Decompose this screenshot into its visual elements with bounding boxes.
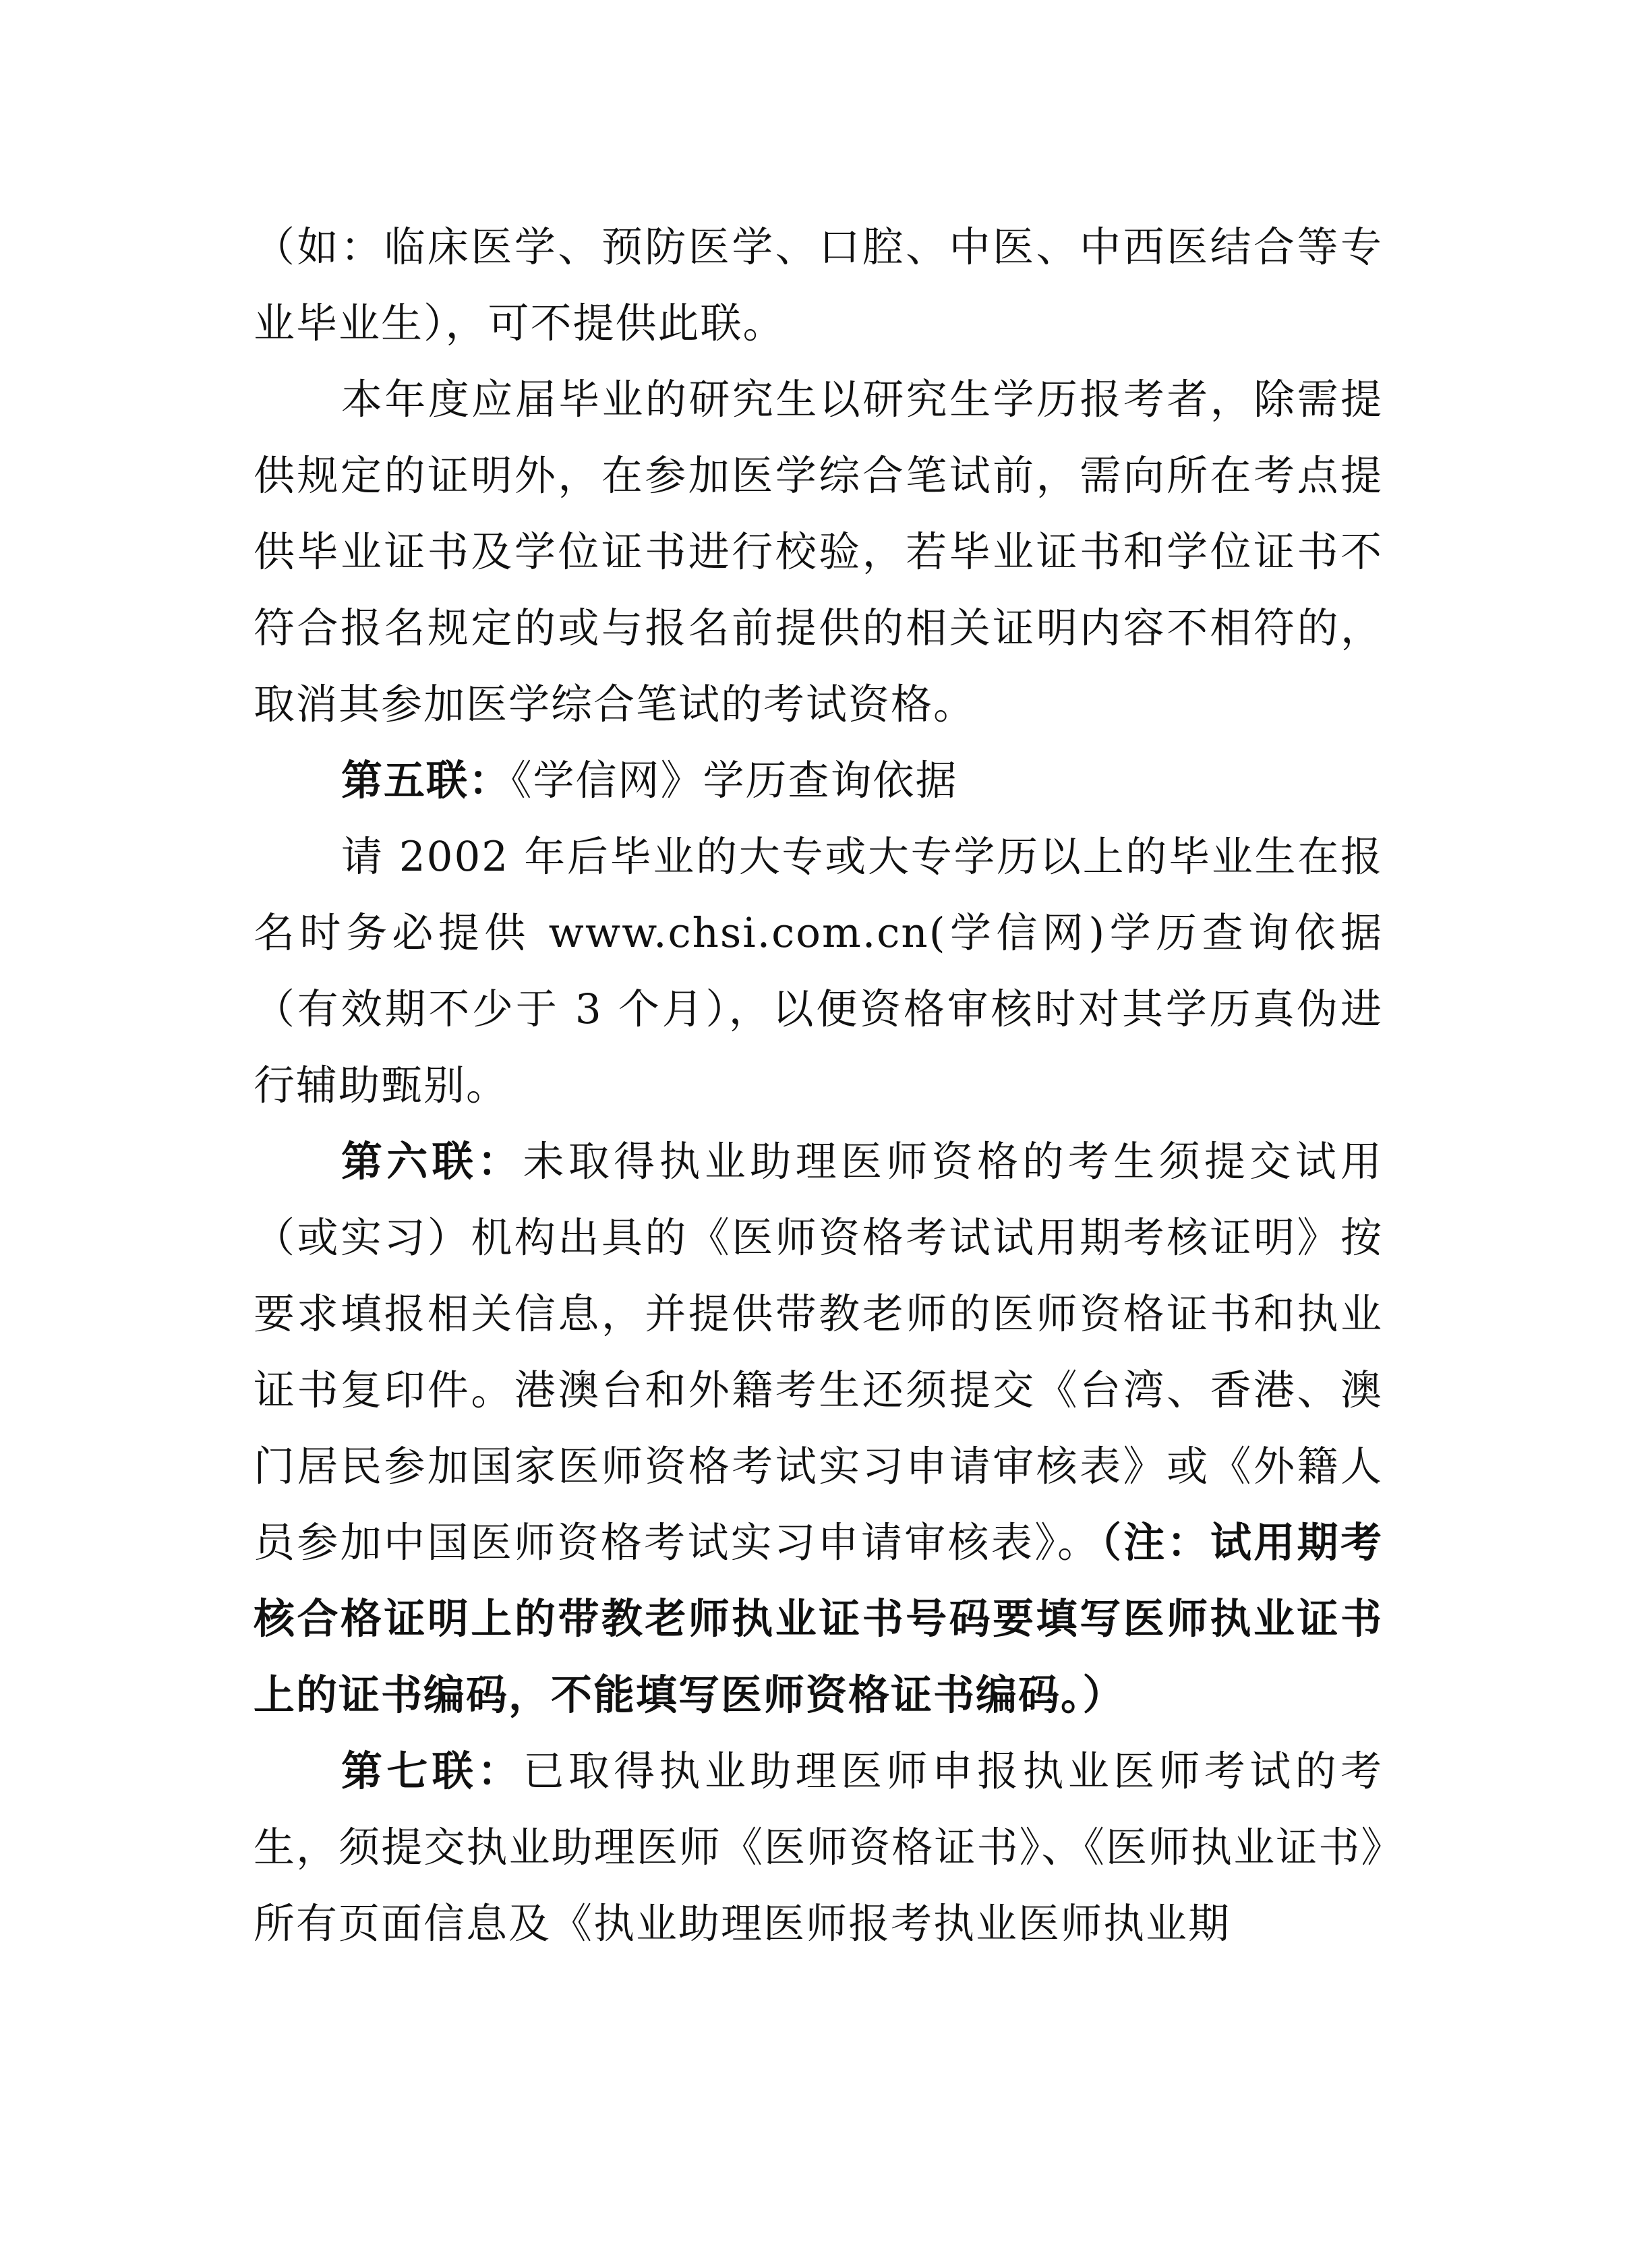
section-six-body: 未取得执业助理医师资格的考生须提交试用（或实习）机构出具的《医师资格考试试用期考核证明》按要求填报相关信息，并提供带教老师的医师资格证书和执业证书复印件。港澳台和外籍考生还须提交《台湾、香港、澳门居民参加国家医师资格考试实习申请审核表》或《外籍人员参加中国医师资格考试实习申请审核表》。: [254, 1138, 1383, 1567]
section-six-note: （注：试用期考核合格证明上的带教老师执业证书号码要填写医师执业证书上的证书编码，不能填写医师资格证书编码。）: [254, 1519, 1383, 1719]
section-seven-body: 已取得执业助理医师申报执业医师考试的考生，须提交执业助理医师《医师资格证书》、《医师执业证书》所有页面信息及《执业助理医师报考执业医师执业期: [254, 1747, 1383, 1948]
section-five-title: 《学信网》学历查询依据: [511, 757, 958, 805]
document-body: [254, 209, 1383, 1962]
section-five-body: 请 2002 年后毕业的大专或大专学历以上的毕业生在报名时务必提供 www.chsi.com.cn(学信网)学历查询依据（有效期不少于 3 个月），以便资格审核时对其学历真伪进行辅助甄别。: [254, 833, 1383, 1109]
section-five-label: 第五联：: [341, 757, 512, 805]
section-seven: [254, 1733, 1383, 1962]
section-seven-label: 第七联：: [341, 1747, 523, 1795]
section-six-label: 第六联：: [341, 1138, 523, 1186]
section-six: [254, 1124, 1383, 1733]
section-five-heading: [254, 743, 1383, 819]
paragraph-graduate-students: 本年度应届毕业的研究生以研究生学历报考者，除需提供规定的证明外，在参加医学综合笔试前，需向所在考点提供毕业证书及学位证书进行校验，若毕业证书和学位证书不符合报名规定的或与报名前提供的相关证明内容不相符的，取消其参加医学综合笔试的考试资格。: [254, 376, 1383, 728]
paragraph-graduate-exemption: （如：临床医学、预防医学、口腔、中医、中西医结合等专业毕业生），可不提供此联。: [254, 223, 1383, 347]
